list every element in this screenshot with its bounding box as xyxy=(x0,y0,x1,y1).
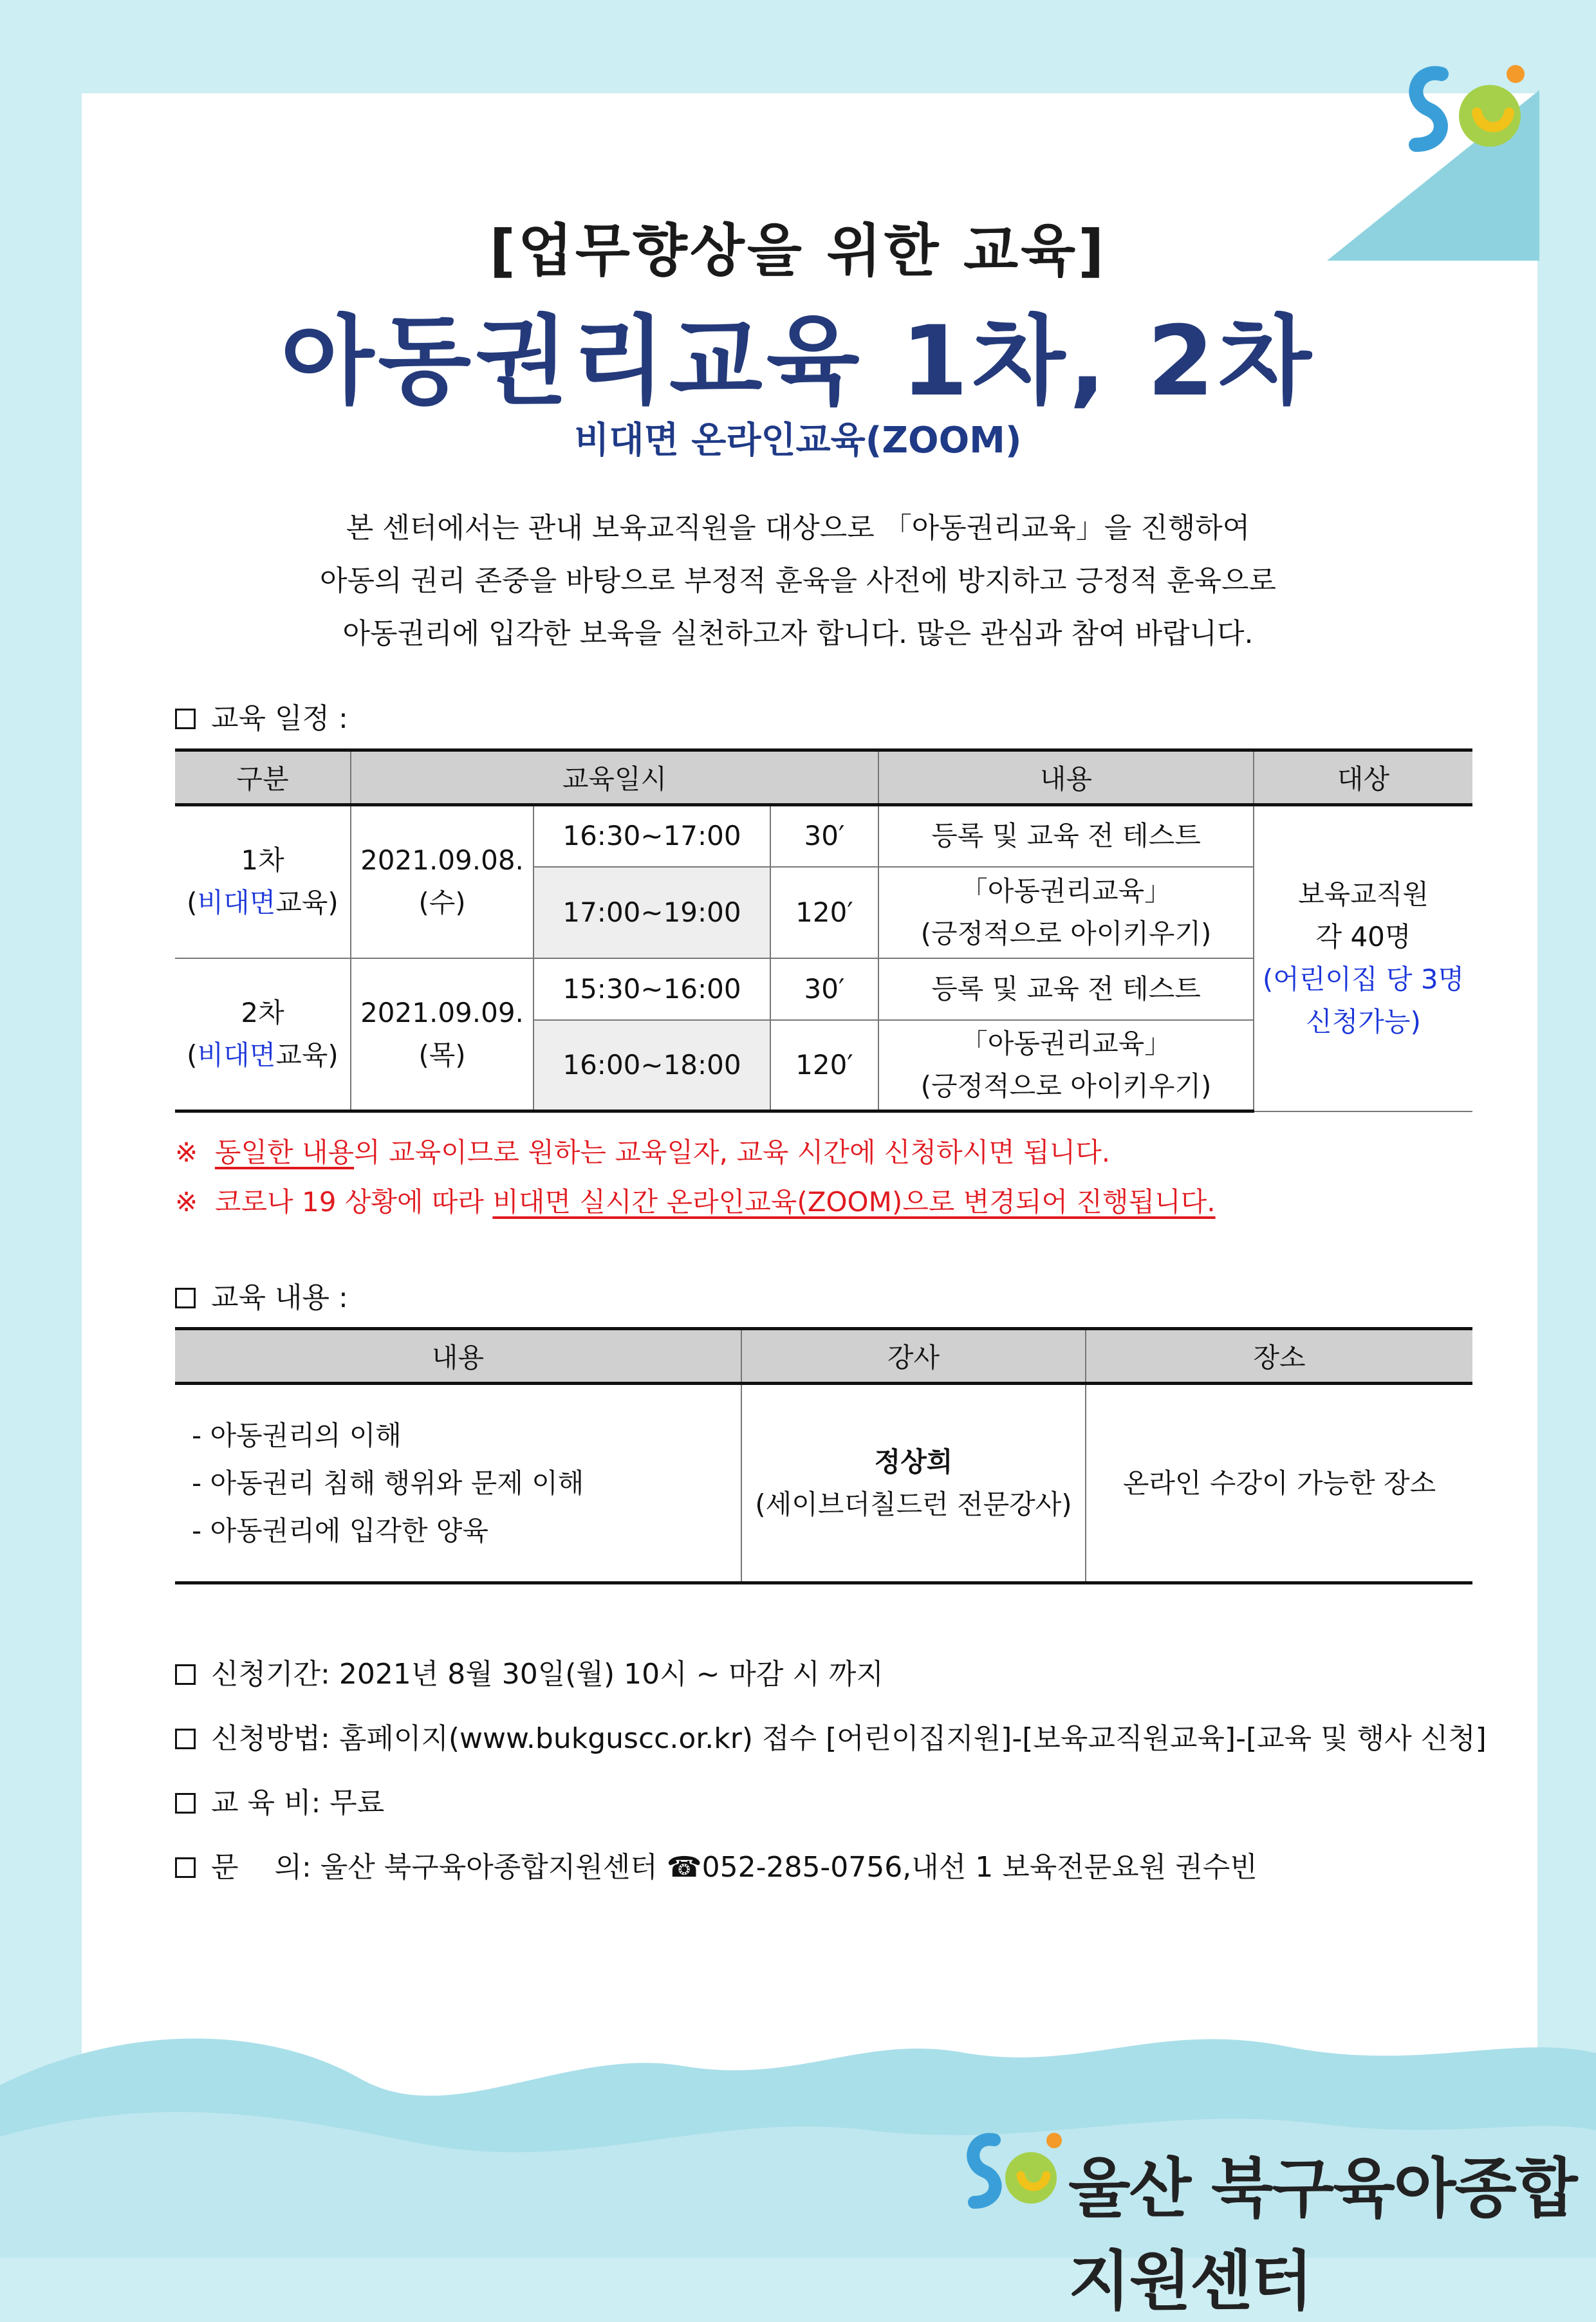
table-header: 내용 xyxy=(175,1329,741,1384)
intro-line: 본 센터에서는 관내 보육교직원을 대상으로 「아동권리교육」을 진행하여 xyxy=(346,512,1250,544)
checkbox-square-icon xyxy=(175,1793,196,1814)
info-contact: 문 의: 울산 북구육아종합지원센터 ☎052-285-0756,내선 1 보육전문요원 권수빈 xyxy=(175,1844,1257,1885)
checkbox-square-icon xyxy=(175,709,196,729)
center-logo-icon xyxy=(959,2124,1068,2220)
info-method: 신청방법: 홈페이지(www.bukguscc.or.kr) 접수 [어린이집지원]-[보육교직원교육]-[교육 및 행사 신청] xyxy=(175,1715,1487,1756)
target-cell: 보육교직원 각 40명 (어린이집 당 3명 신청가능) xyxy=(1254,805,1472,1111)
table-header: 장소 xyxy=(1086,1329,1472,1384)
time-cell: 16:30~17:00 xyxy=(534,805,770,867)
minutes-cell: 120′ xyxy=(770,867,878,958)
instructor-cell: 정상희 (세이브더칠드런 전문강사) xyxy=(741,1384,1086,1583)
table-header: 교육일시 xyxy=(351,750,878,805)
checkbox-square-icon xyxy=(175,1729,196,1749)
minutes-cell: 30′ xyxy=(770,805,878,867)
place-cell: 온라인 수강이 가능한 장소 xyxy=(1086,1384,1472,1583)
table-header: 대상 xyxy=(1254,750,1472,805)
minutes-cell: 30′ xyxy=(770,958,878,1020)
table-header-row xyxy=(175,1329,1472,1384)
round-cell: 1차 (비대면교육) xyxy=(175,805,351,958)
table-row xyxy=(175,805,1472,867)
topics-cell xyxy=(175,1384,741,1583)
info-period: 신청기간: 2021년 8월 30일(월) 10시 ~ 마감 시 까지 xyxy=(175,1651,884,1692)
content-section-label: 교육 내용 : xyxy=(175,1274,348,1315)
table-row xyxy=(175,1384,1472,1583)
checkbox-square-icon xyxy=(175,1857,196,1878)
table-header: 강사 xyxy=(741,1329,1086,1384)
subtitle: 비대면 온라인교육(ZOOM) xyxy=(574,420,1022,461)
content-cell: 등록 및 교육 전 테스트 xyxy=(878,958,1254,1020)
content-table xyxy=(175,1327,1472,1584)
date-cell: 2021.09.09. (목) xyxy=(351,958,534,1111)
content-cell: 「아동권리교육」 (긍정적으로 아이키우기) xyxy=(878,867,1254,958)
table-header: 구분 xyxy=(175,750,351,805)
time-cell: 15:30~16:00 xyxy=(534,958,770,1020)
intro-paragraph xyxy=(0,502,1596,660)
topic-item: - 아동권리에 입각한 양육 xyxy=(192,1514,488,1546)
checkbox-square-icon xyxy=(175,1288,196,1308)
intro-line: 아동의 권리 존중을 바탕으로 부정적 훈육을 사전에 방지하고 긍정적 훈육으로 xyxy=(319,564,1276,597)
schedule-section-label: 교육 일정 : xyxy=(175,695,348,736)
minutes-cell: 120′ xyxy=(770,1020,878,1111)
topic-item: - 아동권리 침해 행위와 문제 이해 xyxy=(192,1467,584,1499)
date-cell: 2021.09.08. (수) xyxy=(351,805,534,958)
note-line: ※ 코로나 19 상황에 따라 비대면 실시간 온라인교육(ZOOM)으로 변경되어 진행됩니다. xyxy=(175,1186,1216,1218)
page-title: 아동권리교육 1차, 2차 xyxy=(281,306,1315,418)
table-header: 내용 xyxy=(878,750,1254,805)
footer-org-name: 울산 북구육아종합지원센터 xyxy=(1068,2151,1577,2319)
pre-title: [업무향상을 위한 교육] xyxy=(489,218,1107,284)
content-cell: 「아동권리교육」 (긍정적으로 아이키우기) xyxy=(878,1020,1254,1111)
content-cell: 등록 및 교육 전 테스트 xyxy=(878,805,1254,867)
round-cell: 2차 (비대면교육) xyxy=(175,958,351,1111)
schedule-table xyxy=(175,748,1472,1113)
center-logo-icon xyxy=(1396,55,1538,164)
time-cell: 17:00~19:00 xyxy=(534,867,770,958)
checkbox-square-icon xyxy=(175,1664,196,1685)
table-header-row xyxy=(175,750,1472,805)
intro-line: 아동권리에 입각한 보육을 실천하고자 합니다. 많은 관심과 참여 바랍니다. xyxy=(342,617,1254,650)
topic-item: - 아동권리의 이해 xyxy=(192,1419,402,1451)
info-fee: 교 육 비: 무료 xyxy=(175,1779,384,1821)
time-cell: 16:00~18:00 xyxy=(534,1020,770,1111)
note-line: ※ 동일한 내용의 교육이므로 원하는 교육일자, 교육 시간에 신청하시면 됩니다. xyxy=(175,1137,1111,1168)
